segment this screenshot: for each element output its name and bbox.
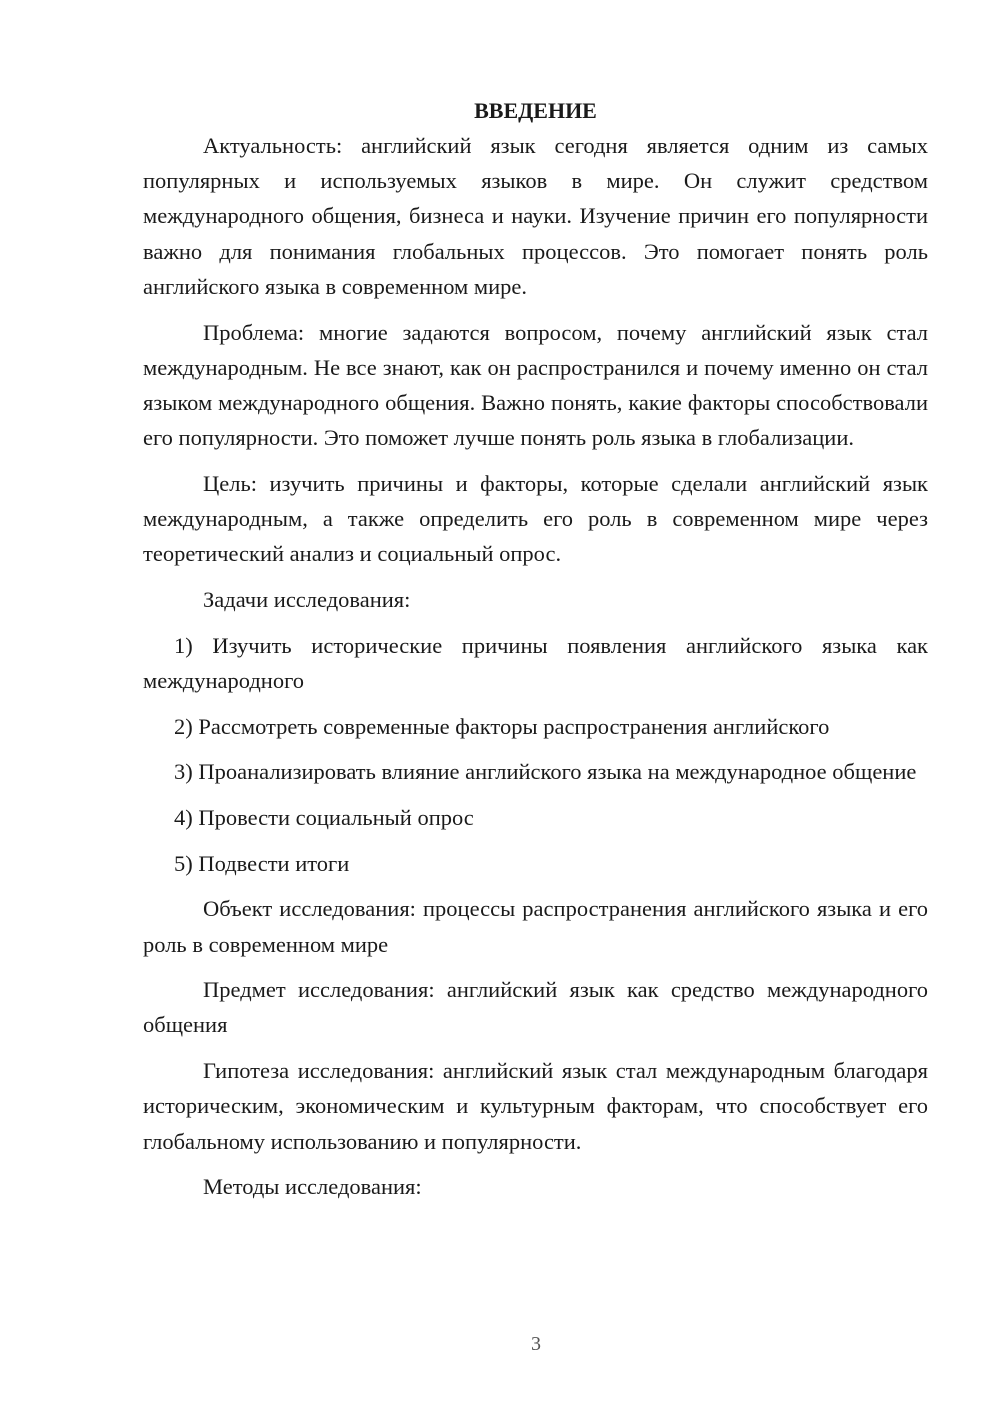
section-title: ВВЕДЕНИЕ (474, 98, 597, 123)
task-item-5: 5) Подвести итоги (174, 850, 350, 876)
object-paragraph: Объект исследования: процессы распространения английского языка и его роль в современном мире (143, 896, 928, 957)
tasks-heading: Задачи исследования: (203, 586, 411, 612)
task-item-4: 4) Провести социальный опрос (174, 804, 474, 830)
document-page (143, 93, 928, 1204)
subject-paragraph: Предмет исследования: английский язык как средство международного общения (143, 977, 928, 1038)
goal-paragraph: Цель: изучить причины и факторы, которые сделали английский язык международным, а также определить его роль в современном мире через теоретический анализ и социальный опрос. (143, 470, 928, 567)
page-number: 3 (531, 1333, 541, 1355)
task-item-2: 2) Рассмотреть современные факторы распространения английского (174, 713, 830, 739)
relevance-paragraph: Актуальность: английский язык сегодня является одним из самых популярных и используемых языков в мире. Он служит средством международного общения, бизнеса и науки. Изучение причин его популярности важно для понимания глобальных процессов. Это помогает понять роль английского языка в современном мире. (143, 133, 928, 299)
problem-paragraph: Проблема: многие задаются вопросом, почему английский язык стал международным. Не все знают, как он распространился и почему именно он стал языком международного общения. Важно понять, какие факторы способствовали его популярности. Это поможет лучше понять роль языка в глобализации. (143, 319, 928, 451)
task-item-3: 3) Проанализировать влияние английского языка на международное общение (174, 759, 917, 785)
methods-heading: Методы исследования: (203, 1174, 422, 1200)
task-item-1: 1) Изучить исторические причины появления английского языка как международного (143, 632, 928, 693)
hypothesis-paragraph: Гипотеза исследования: английский язык стал международным благодаря историческим, экономическим и культурным факторам, что способствует его глобальному использованию и популярности. (143, 1058, 928, 1154)
